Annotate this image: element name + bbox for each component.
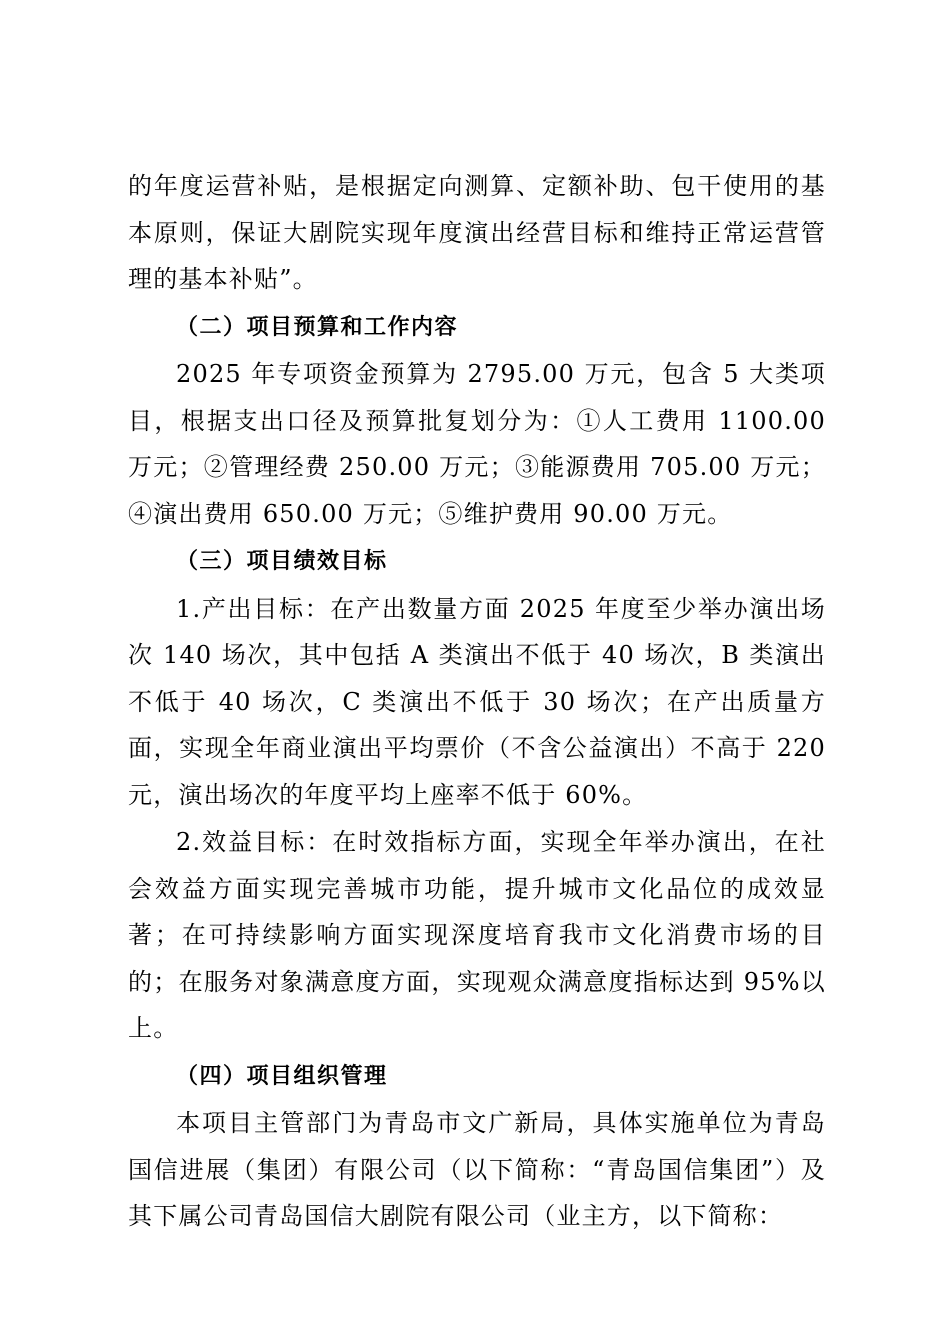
document-page: [128, 163, 826, 1241]
section-heading-performance-goals: （三）项目绩效目标: [176, 548, 388, 574]
paragraph-subsidy-principle: 的年度运营补贴，是根据定向测算、定额补助、包干使用的基本原则，保证大剧院实现年度演出经营目标和维持正常运营管理的基本补贴”。: [128, 172, 826, 293]
section-heading-organization: （四）项目组织管理: [176, 1062, 388, 1089]
paragraph-budget: 2025 年专项资金预算为 2795.00 万元，包含 5 大类项目，根据支出口径及预算批复划分为：①人工费用 1100.00 万元；②管理经费 250.00 万元；③能源费用 705.00 万元；④演出费用 650.00 万元；⑤维护费用 90.00 万元。: [128, 360, 826, 528]
paragraph-output-goals: 1.产出目标：在产出数量方面 2025 年度至少举办演出场次 140 场次，其中包括 A 类演出不低于 40 场次，B 类演出不低于 40 场次，C 类演出不低于 30 场次；在产出质量方面，实现全年商业演出平均票价（不含公益演出）不高于 220 元，演出场次的年度平均上座率不低于 60%。: [128, 594, 826, 809]
paragraph-organization: 本项目主管部门为青岛市文广新局，具体实施单位为青岛国信进展（集团）有限公司（以下简称：“青岛国信集团”）及其下属公司青岛国信大剧院有限公司（业主方，以下简称：: [128, 1109, 826, 1230]
section-heading-budget: （二）项目预算和工作内容: [176, 313, 459, 340]
paragraph-benefit-goals: 2.效益目标：在时效指标方面，实现全年举办演出，在社会效益方面实现完善城市功能，提升城市文化品位的成效显著；在可持续影响方面实现深度培育我市文化消费市场的目的；在服务对象满意度方面，实现观众满意度指标达到 95%以上。: [128, 828, 826, 1042]
